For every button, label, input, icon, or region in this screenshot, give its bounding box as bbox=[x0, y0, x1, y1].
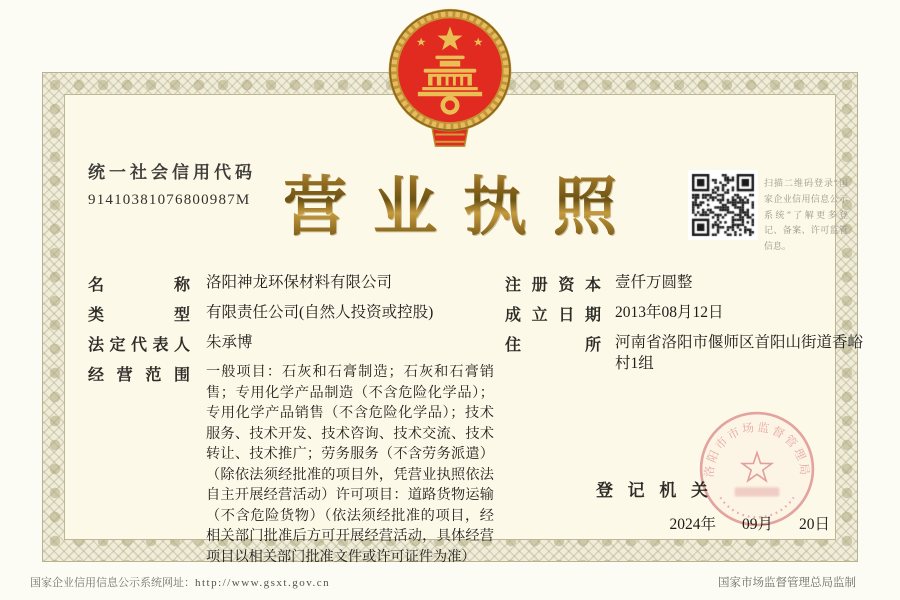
issue-date-year: 2024年 bbox=[669, 516, 716, 533]
issue-date-month: 09月 bbox=[741, 516, 773, 533]
field-address bbox=[505, 332, 863, 375]
credit-code-value: 91410381076800987M bbox=[88, 192, 251, 208]
credit-code-block bbox=[88, 158, 256, 209]
field-business-scope-label: 经 营 范 围 bbox=[88, 367, 190, 384]
field-type bbox=[88, 302, 494, 325]
credit-code-label: 统一社会信用代码 bbox=[88, 163, 256, 182]
seal-banner-blur bbox=[735, 487, 780, 496]
field-established-date-value: 2013年08月12日 bbox=[615, 304, 724, 321]
field-business-scope-value: 一般项目：石灰和石膏制造；石灰和石膏销售；专用化学产品制造（不含危险化学品）；专用化学产品销售（不含危险化学品）；技术服务、技术开发、技术咨询、技术交流、技术转让、技术推广；劳务服务（不含劳务派遣）（除依法须经批准的项目外，凭营业执照依法自主开展经营活动）许可项目：道路货物运输（不含危险货物）（依法须经批准的项目，经相关部门批准后方可开展经营活动，具体经营项目以相关部门批准文件或许可证件为准） bbox=[206, 364, 494, 565]
field-type-value: 有限责任公司(自然人投资或控股) bbox=[206, 304, 434, 321]
issue-date-day: 20日 bbox=[798, 516, 830, 533]
field-legal-representative-label: 法 定 代 表 人 bbox=[88, 337, 190, 354]
footer-url-value: http://www.gsxt.gov.cn bbox=[195, 577, 331, 589]
field-name bbox=[88, 272, 494, 295]
qr-code bbox=[688, 170, 758, 240]
field-name-value: 洛阳神龙环保材料有限公司 bbox=[206, 274, 393, 291]
field-name-label: 名 称 bbox=[88, 277, 190, 294]
field-legal-representative-value: 朱承博 bbox=[206, 334, 253, 351]
license-title: 营业执照 bbox=[257, 156, 643, 248]
field-address-value: 河南省洛阳市偃师区首阳山街道香峪村1组 bbox=[615, 334, 864, 373]
field-address-label: 住 所 bbox=[505, 337, 601, 354]
field-registered-capital-label: 注 册 资 本 bbox=[505, 277, 601, 294]
footer-issuer: 国家市场监督管理总局监制 bbox=[718, 577, 856, 589]
field-type-label: 类 型 bbox=[88, 307, 190, 324]
field-established-date bbox=[505, 302, 863, 325]
field-business-scope bbox=[88, 362, 494, 567]
registration-authority-label: 登 记 机 关 bbox=[596, 481, 708, 500]
footer-publicity-system-url bbox=[30, 574, 330, 590]
national-emblem-icon bbox=[374, 6, 526, 152]
field-registered-capital bbox=[505, 272, 863, 295]
seal-arc-text: 洛阳市市场监督管理局 bbox=[702, 420, 812, 479]
field-legal-representative bbox=[88, 332, 494, 355]
qr-caption: 扫描二维码登录“国家企业信用信息公示系统”了解更多登记、备案、许可监管信息。 bbox=[764, 178, 848, 251]
field-established-date-label: 成 立 日 期 bbox=[505, 307, 601, 324]
issue-date bbox=[600, 512, 830, 534]
field-registered-capital-value: 壹仟万圆整 bbox=[615, 274, 693, 291]
footer-url-label: 国家企业信用信息公示系统网址： bbox=[30, 577, 195, 589]
